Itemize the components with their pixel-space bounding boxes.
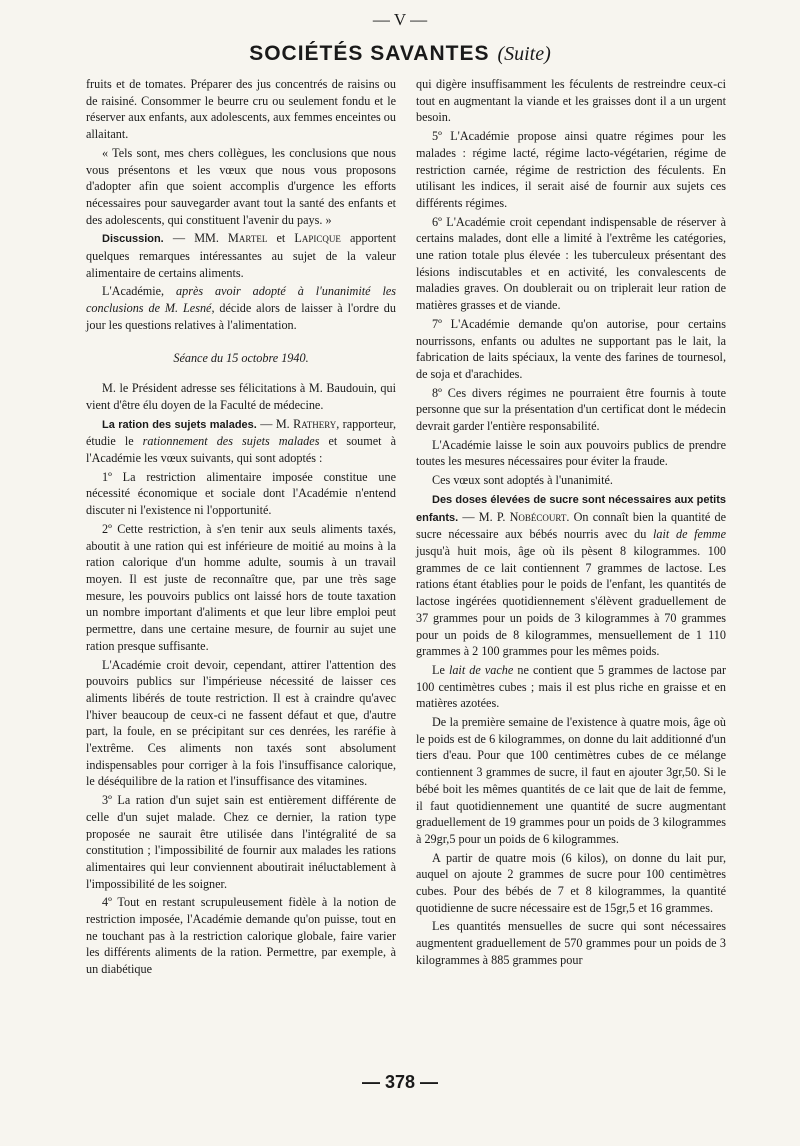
section-heading: Discussion. [102,233,164,246]
left-column [86,76,396,980]
paragraph: 4º Tout en restant scrupuleusement fidèle à la notion de restriction imposée, l'Académie demande qu'on puisse, tout en ne touchant pas à la restriction calorique globale, faire varier les différents aliments de la ration. Permettre, par exemple, à un diabétique [86,895,396,977]
paragraph: M. le Président adresse ses félicitations à M. Baudouin, qui vient d'être élu doyen de la Faculté de médecine. [86,381,396,412]
paragraph: 3º La ration d'un sujet sain est entièrement différente de celle d'un sujet malade. Chez ce dernier, la ration type proposée ne saurait être utilisée dans l'intégralité de sa constitution ; l'impossibilité de fournir aux malades les rations alimentaires qui leur conviennent aboutirait inéluctablement à l'impossibilité de les soigner. [86,793,396,891]
running-title [0,42,800,66]
person-name: Lapicque [294,231,341,246]
roman-page-number: — V — [372,10,428,29]
paragraph: 8º Ces divers régimes ne pourraient être fournis à toute personne que sur la présentation d'un certificat dont le médecin devrait garder l'entière responsabilité. [416,385,726,434]
paragraph: Discussion. — MM. Martel et Lapicque apportent quelques remarques intéressantes au sujet de la valeur alimentaire de certains aliments. [86,231,396,280]
paragraph: Ces vœux sont adoptés à l'unanimité. [432,473,613,488]
section-title-suite: (Suite) [497,43,551,65]
person-name: Martel [228,231,268,246]
paragraph: La ration des sujets malades. — M. Rathery, rapporteur, étudie le rationnement des sujets malades et soumet à l'Académie les vœux suivants, qui sont adoptés : [86,416,396,466]
paragraph: 2º Cette restriction, à s'en tenir aux seuls aliments taxés, aboutit à une ration qui est inférieure de moitié au moins à la ration calorique d'un homme adulte, soumis à un travail moyen. Il est juste de reconnaître que, par une très sage mesure, les pouvoirs publics ont laissé hors de toute taxation un nombre important d'aliments et que leur libre emploi peut permettre, dans une certaine mesure, de fournir au sujet une ration presque suffisante. [86,521,396,653]
paragraph: qui digère insuffisamment les féculents de restreindre ceux-ci tout en augmentant la viande et les graisses dont il a un urgent besoin. [416,77,726,125]
paragraph: Les quantités mensuelles de sucre qui sont nécessaires augmentent graduellement de 570 grammes pour un poids de 3 kilogrammes à 885 grammes pour [416,919,726,967]
right-column [416,76,726,971]
paragraph: 1º La restriction alimentaire imposée constitue une nécessité économique et sociale dont l'Académie n'entend discuter ni l'existence ni l'opportunité. [86,469,396,518]
paragraph: L'Académie, après avoir adopté à l'unanimité les conclusions de M. Lesné, décide alors de laisser à l'ordre du jour les questions relatives à l'alimentation. [86,284,396,332]
paragraph: A partir de quatre mois (6 kilos), on donne du lait pur, auquel on ajoute 2 grammes de sucre pour 100 centimètres cubes. Pour des bébés de 7 et 8 kilogrammes, la quantité quotidienne de sucre nécessaire est de 15gr,5 et 16 grammes. [416,850,726,915]
section-heading: Des doses élevées de sucre sont nécessaires aux petits enfants. [416,493,726,524]
paragraph: Le lait de vache ne contient que 5 grammes de lactose par 100 centimètres cubes ; mais il est plus riche en graisse et en matières azotées. [416,662,727,711]
paragraph: 6º L'Académie croit cependant indispensable de réserver à certains malades, dont elle a limité à l'extrême les catégories, une ration totale plus élevée : les tuberculeux présentant des lésions indiscutables et en activité, les convalescents de maladies graves. On doublerait ou on triplerait leur ration de matières grasses et de viande. [416,214,726,313]
paragraph: 5º L'Académie propose ainsi quatre régimes pour les malades : régime lacté, régime lacto-végétarien, régime de restriction carnée, régime de restriction des féculents. En utilisant les indices, il serait aisé de fournir aux sujets ces différents régimes. [416,129,726,210]
page-number: — 378 — [361,1072,439,1092]
section-heading: La ration des sujets malades. [102,418,257,431]
paragraph: 7º L'Académie demande qu'on autorise, pour certains nourrissons, enfants ou adultes ne supportant pas le lait, la fabrication de laits spéciaux, la vente des farines de tournesol, de soja et d'arachides. [416,316,726,381]
paragraph: L'Académie croit devoir, cependant, attirer l'attention des pouvoirs publics sur l'impérieuse nécessité de laisser ces aliments libérés de toute restriction. Il est à craindre qu'avec l'hiver beaucoup de ceux-ci ne fassent défaut et que, d'autre part, la foule, en se précipitant sur ces denrées, les raréfie à l'extrême. Ces aliments non taxés sont absolument indispensables pour corriger à la fois l'insuffisance calorique, le déséquilibre de la ration et l'insuffisance des vitamines. [86,657,396,789]
person-name: Rathery [293,416,337,431]
section-title: SOCIÉTÉS SAVANTES [249,42,490,65]
paragraph: L'Académie laisse le soin aux pouvoirs publics de prendre toutes les mesures nécessaires pour éviter la fraude. [416,437,726,469]
paragraph: Des doses élevées de sucre sont nécessaires aux petits enfants. — M. P. Nobécourt. On connaît bien la quantité de sucre nécessaire aux bébés nourris avec du lait de femme jusqu'à huit mois, âge où ils pèsent 8 kilogrammes. 100 grammes de ce lait contiennent 7 grammes de lactose. Les rations étant établies pour le poids de l'enfant, les quantités de lactose ingérées quotidiennement s'élèvent graduellement de 37 grammes pour un poids de 3 kilogrammes à 70 grammes pour un poids de 8 kilogrammes, mensuellement de 1 110 grammes à 2 100 grammes pour les mêmes poids. [416,493,726,659]
person-name: Nobécourt [509,509,567,524]
paragraph: « Tels sont, mes chers collègues, les conclusions que nous vous présentons et les vœux que nous vous proposons d'adopter afin que soient accomplis d'urgence les efforts nécessaires pour sauvegarder avant tout la santé des enfants et des adolescents, qui constituent l'avenir du pays. » [86,145,396,227]
paragraph: De la première semaine de l'existence à quatre mois, âge où le poids est de 6 kilogrammes, on donne du lait additionné d'un tiers d'eau. Pour que 100 centimètres cubes de ce mélange contiennent 3 grammes de sucre, il faut en ajouter 3gr,50. Si le bébé boit les mêmes quantités de ce lait que de lait de femme, il faut quotidiennement une quantité de sucre augmentant graduellement de 19 grammes pour un poids de 3 kilogrammes à 29gr,5 pour un poids de 6 kilogrammes. [416,715,726,846]
session-heading: Séance du 15 octobre 1940. [173,350,309,365]
paragraph: fruits et de tomates. Préparer des jus concentrés de raisins ou de raisiné. Consommer le beurre cru ou seulement fondu et le réserver aux enfants, aux adolescents, aux femmes enceintes ou allaitant. [86,77,396,142]
